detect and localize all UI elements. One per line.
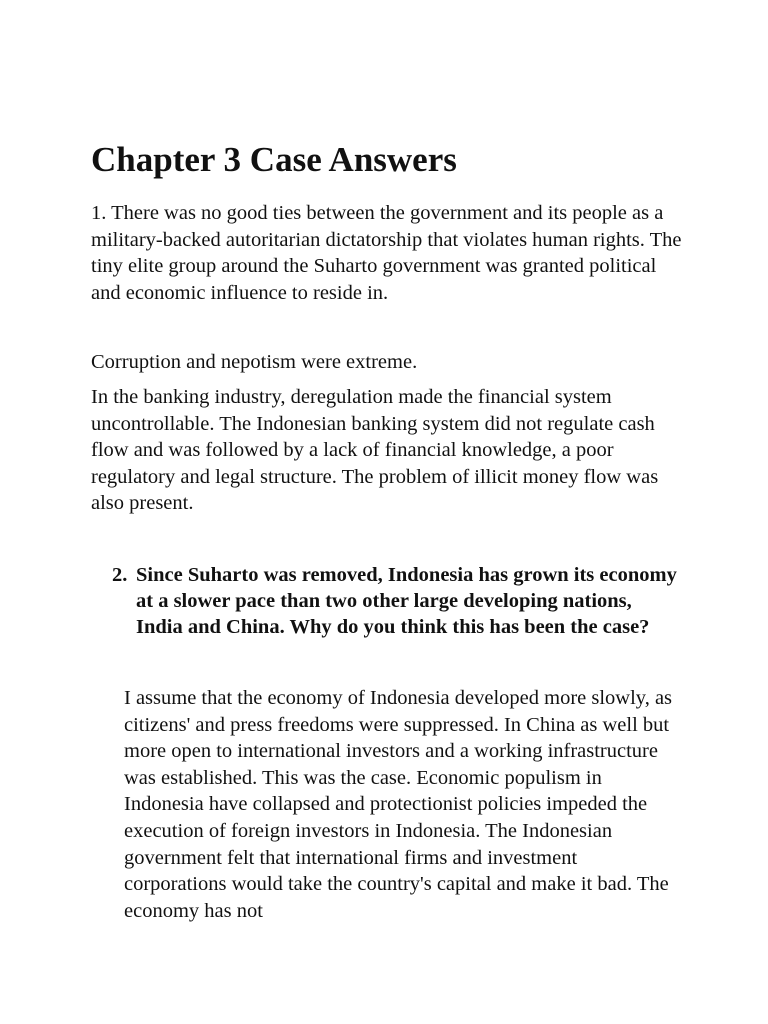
- answer-2-paragraph: I assume that the economy of Indonesia developed more slowly, as citizens' and press freedoms were suppressed. In China as well but more open to international investors and a working infrastructure was established. This was the case. Economic populism in Indonesia have collapsed and protectionist policies impeded the execution of foreign investors in Indonesia. The Indonesian government felt that international firms and investment corporations would take the country's capital and make it bad. The economy has not: [124, 687, 673, 922]
- question-2-text: Since Suharto was removed, Indonesia has grown its economy at a slower pace than two other large developing nations, India and China. Why do you think this has been the case?: [136, 564, 677, 639]
- corruption-paragraph: Corruption and nepotism were extreme.: [91, 351, 418, 373]
- page-title: Chapter 3 Case Answers: [91, 140, 457, 179]
- answer-1-paragraph: 1. There was no good ties between the government and its people as a military-backed autoritarian dictatorship that violates human rights. The tiny elite group around the Suharto government was granted political and economic influence to reside in.: [91, 202, 682, 304]
- question-2-number: 2.: [112, 564, 128, 586]
- banking-paragraph: In the banking industry, deregulation made the financial system uncontrollable. The Indonesian banking system did not regulate cash flow and was followed by a lack of financial knowledge, a poor regulatory and legal structure. The problem of illicit money flow was also present.: [91, 386, 659, 515]
